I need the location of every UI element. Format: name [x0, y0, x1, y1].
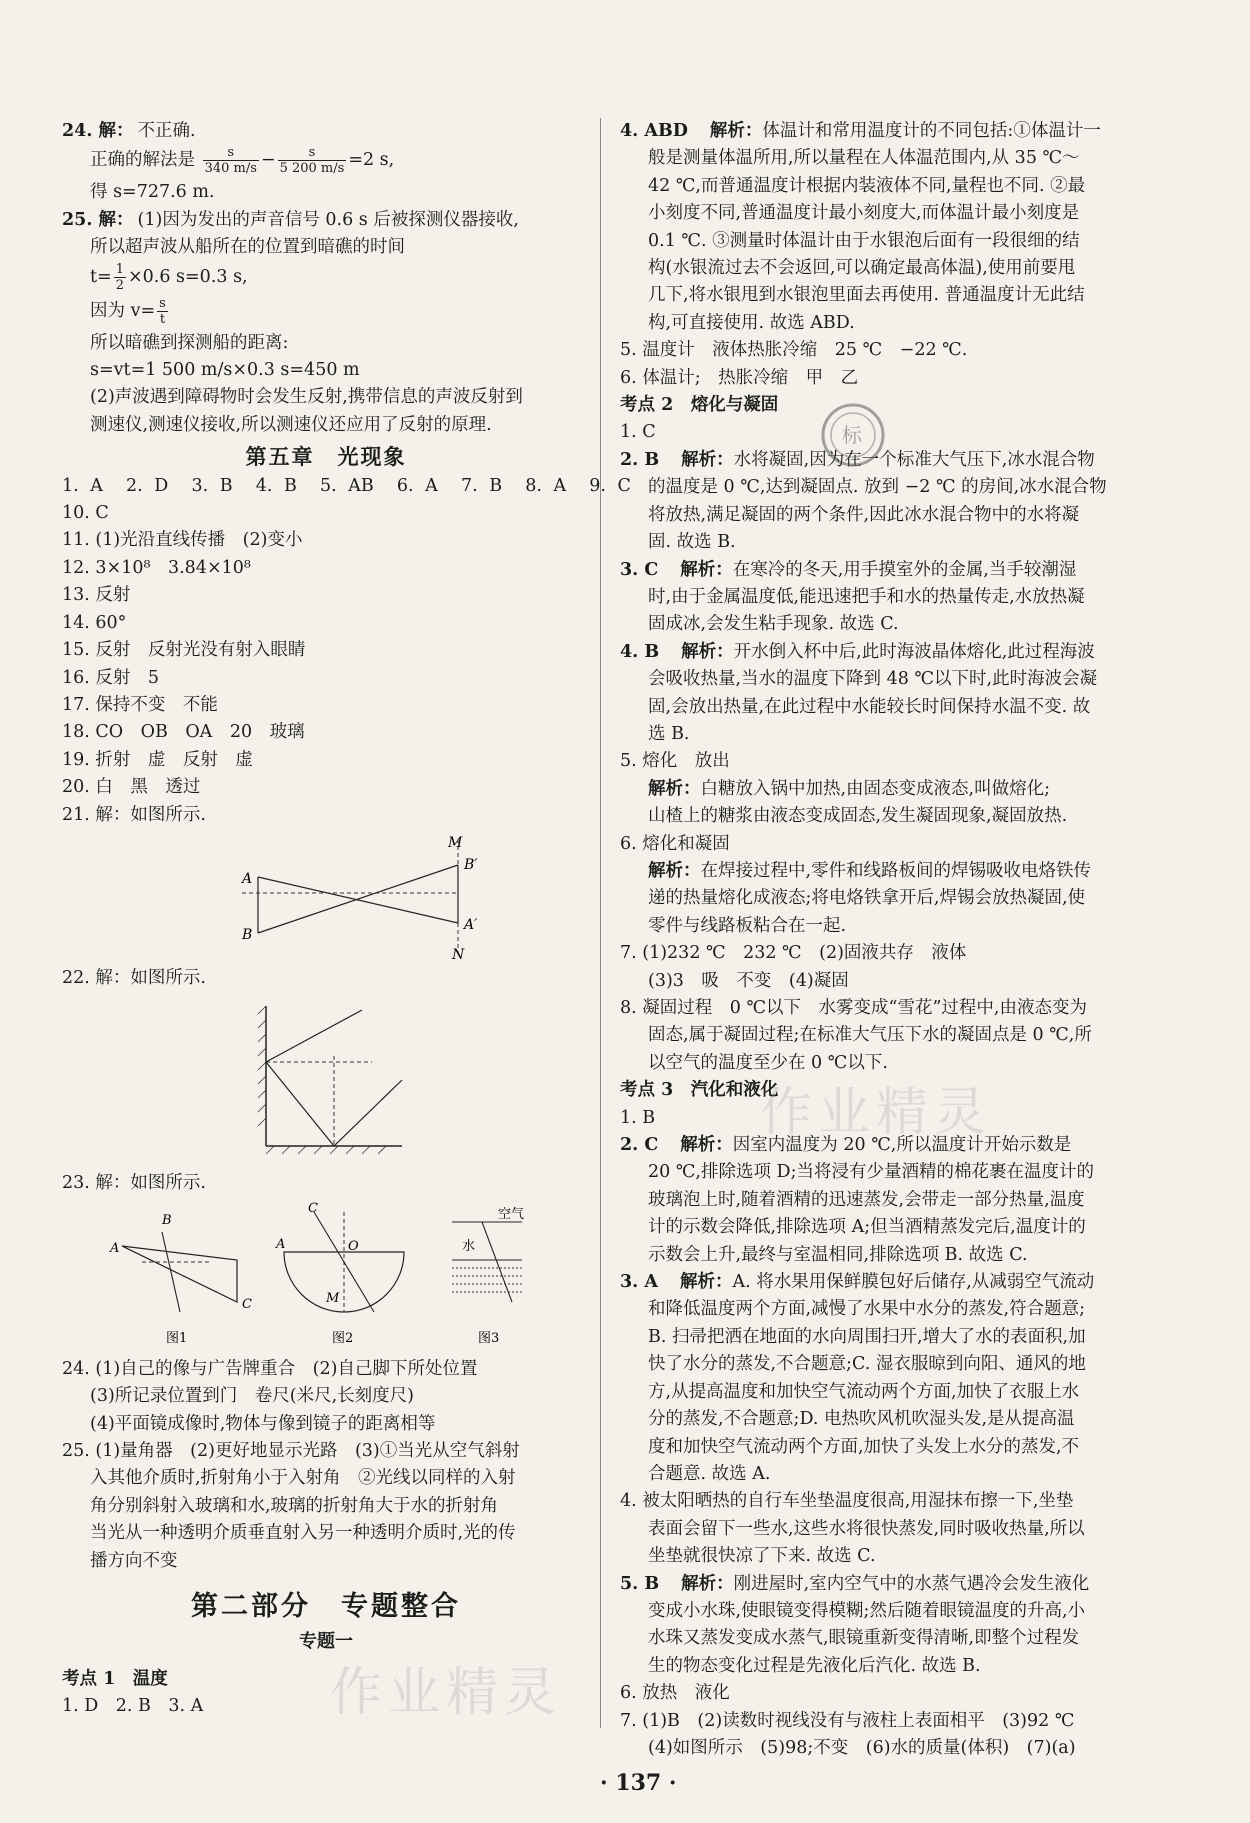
kp3-q3-line: 快了水分的蒸发,不合题意;C. 湿衣服晾到向阳、通风的地: [648, 1354, 1086, 1375]
q4-line: 42 ℃,而普通温度计根据内装液体不同,量程也不同. ②最: [648, 175, 1086, 196]
fraction: $\frac{s}{t}$: [159, 295, 166, 327]
kp3-q3-line: B. 扫帚把洒在地面的水向周围扫开,增大了水的表面积,加: [648, 1326, 1086, 1347]
kp2-q2-line: 的温度是 0 ℃,达到凝固点. 放到 −2 ℃ 的房间,冰水混合物: [648, 477, 1107, 498]
fraction: $\frac{s}{340 m/s}$: [204, 145, 257, 177]
right-column: [620, 118, 1192, 1762]
svg-text:标: 标: [842, 423, 862, 447]
kp2-q2-line: 固. 故选 B.: [648, 532, 736, 553]
q24b-line: (3)所记录位置到门 卷尺(米尺,长刻度尺): [90, 1386, 415, 1407]
kp3-q5-line: 变成小水珠,使眼镜变得模糊;然后随着眼镜温度的升高,小: [648, 1600, 1086, 1621]
answer-line: 12. 3×10⁸ 3.84×10⁸: [62, 557, 251, 578]
q25-line2: 所以超声波从船所在的位置到暗礁的时间: [90, 237, 405, 258]
kp2-q7-line: (3)3 吸 不变 (4)凝固: [648, 970, 849, 991]
kp2-q3: 3. C 解析：在寒冷的冬天,用手摸室外的金属,当手较潮湿: [620, 559, 1077, 580]
label-M: M: [326, 1290, 340, 1306]
kp3-q6: 6. 放热 液化: [620, 1683, 730, 1704]
q25b-line: 播方向不变: [90, 1550, 178, 1571]
kp2-q8-line: 以空气的温度至少在 0 ℃以下.: [648, 1052, 888, 1073]
label-N: N: [452, 946, 465, 961]
topic-title: 专题一: [299, 1631, 353, 1653]
fraction: $\frac{s}{5 200 m/s}$: [279, 145, 345, 177]
q24-line2: 正确的解法是 $\frac{s}{340 m/s}$ − $\frac{s}{5 200 m/s}$ =2 s,: [90, 145, 395, 177]
q4-line: 0.1 ℃. ③测量时体温计由于水银泡后面有一段很细的结: [648, 230, 1080, 251]
q25-line7: (2)声波遇到障碍物时会发生反射,携带信息的声波反射到: [90, 387, 523, 408]
q4-line1: 4. ABD 解析：体温计和常用温度计的不同包括:①体温计一: [620, 121, 1101, 141]
label-C: C: [308, 1201, 318, 1216]
kp3-q7-line: (4)如图所示 (5)98;不变 (6)水的质量(体积) (7)(a): [648, 1737, 1076, 1758]
answer-line: 20. 白 黑 透过: [62, 777, 201, 798]
kp2-q4-line: 选 B.: [648, 723, 690, 744]
answer-line: 13. 反射: [62, 585, 131, 606]
kp3-q3-line: 合题意. 故选 A.: [648, 1463, 771, 1484]
kp2-q2-line: 将放热,满足凝固的两个条件,因此冰水混合物中的水将凝: [648, 504, 1080, 525]
q25b-line: 当光从一种透明介质垂直射入另一种透明介质时,光的传: [90, 1523, 516, 1544]
kp3-q1: 1. B: [620, 1107, 656, 1128]
q25-line8: 测速仪,测速仪接收,所以测速仪还应用了反射的原理.: [90, 414, 492, 435]
kp3-q7: 7. (1)B (2)读数时视线没有与液柱上表面相平 (3)92 ℃: [620, 1710, 1075, 1731]
mirror-diagram-21: [62, 833, 582, 961]
kp2-heading: 考点 2 熔化与凝固: [620, 395, 779, 416]
q25-line3: t= $\frac{1}{2}$ ×0.6 s=0.3 s,: [90, 261, 248, 293]
kp2-q1: 1. C: [620, 422, 656, 443]
kp3-q5-line: 生的物态变化过程是先液化后汽化. 故选 B.: [648, 1655, 981, 1676]
q4-line: 般是测量体温所用,所以量程在人体温范围内,从 35 ℃～: [648, 148, 1080, 169]
watermark: 作业精灵: [330, 1663, 563, 1723]
kp2-q4: 4. B 解析：开水倒入杯中后,此时海波晶体熔化,此过程海波: [620, 641, 1095, 662]
answer-line: 17. 保持不变 不能: [62, 694, 218, 715]
refraction-diagrams-23: [62, 1202, 590, 1352]
q24-line1: 24. 解： 不正确.: [62, 121, 196, 141]
kp2-q6: 6. 熔化和凝固: [620, 833, 730, 854]
q24-line3: 得 s=727.6 m.: [90, 182, 215, 203]
kp2-q6-line: 递的热量熔化成液态;将电烙铁拿开后,焊锡会放热凝固,使: [648, 888, 1086, 909]
kp3-q5: 5. B 解析：刚进屋时,室内空气中的水蒸气遇冷会发生液化: [620, 1573, 1090, 1594]
q25b-line: 入其他介质时,折射角小于入射角 ②光线以同样的入射: [90, 1468, 516, 1489]
q25b-line: 角分别斜射入玻璃和水,玻璃的折射角大于水的折射角: [90, 1495, 499, 1516]
kp1-heading: 考点 1 温度: [62, 1668, 168, 1689]
kp3-q4: 4. 被太阳晒热的自行车坐垫温度很高,用湿抹布擦一下,坐垫: [620, 1491, 1074, 1512]
kp2-q8-line: 固态,属于凝固过程;在标准大气压下水的凝固点是 0 ℃,所: [648, 1025, 1092, 1046]
answer-line: 15. 反射 反射光没有射入眼睛: [62, 640, 306, 661]
label-B: B: [162, 1212, 172, 1228]
kp2-q6-line: 解析：在焊接过程中,零件和线路板间的焊锡吸收电烙铁传: [648, 860, 1092, 881]
label-M: M: [448, 834, 463, 851]
answer-line: 14. 60°: [62, 612, 127, 633]
answer-line: 19. 折射 虚 反射 虚: [62, 749, 253, 770]
q25b-line: 25. (1)量角器 (2)更好地显示光路 (3)①当光从空气斜射: [62, 1440, 520, 1461]
kp3-q3-line: 度和加快空气流动两个方面,加快了头发上水分的蒸发,不: [648, 1436, 1080, 1457]
kp2-q4-line: 会吸收热量,当水的温度下降到 48 ℃以下时,此时海波会凝: [648, 669, 1098, 690]
q4-line: 几下,将水银甩到水银泡里面去再使用. 普通温度计无此结: [648, 285, 1085, 306]
kp3-q5-line: 水珠又蒸发变成水蒸气,眼镜重新变得清晰,即整个过程发: [648, 1628, 1080, 1649]
kp2-q5-line: 山楂上的糖浆由液态变成固态,发生凝固现象,凝固放热.: [648, 806, 1068, 827]
q4-line: 小刻度不同,普通温度计最小刻度大,而体温计最小刻度是: [648, 203, 1080, 224]
answer-line: 10. C: [62, 503, 109, 524]
left-column: [62, 118, 631, 1721]
q25-line4: 因为 v= $\frac{s}{t}$: [90, 295, 166, 327]
mirror-diagram-22: [62, 996, 582, 1166]
kp2-q5: 5. 熔化 放出: [620, 751, 730, 772]
label-A: A: [276, 1236, 286, 1252]
q22-label: 22. 解：如图所示.: [62, 967, 206, 988]
q25-line5: 所以暗礁到探测船的距离:: [90, 332, 289, 353]
kp3-q4-line: 坐垫就很快凉了下来. 故选 C.: [648, 1546, 876, 1567]
q25-line1: 25. 解： (1)因为发出的声音信号 0.6 s 后被探测仪器接收,: [62, 209, 519, 230]
kp3-q2: 2. C 解析：因室内温度为 20 ℃,所以温度计开始示数是: [620, 1135, 1072, 1156]
kp2-q3-line: 时,由于金属温度低,能迅速把手和水的热量传走,水放热凝: [648, 586, 1085, 607]
caption-fig3: 图3: [478, 1330, 500, 1346]
label-O: O: [348, 1238, 359, 1254]
label-A: A: [110, 1240, 120, 1256]
caption-fig2: 图2: [332, 1330, 354, 1346]
answer-line: 11. (1)光沿直线传播 (2)变小: [62, 530, 303, 551]
kp3-q2-line: 玻璃泡上时,随着酒精的迅速蒸发,会带走一部分热量,温度: [648, 1189, 1085, 1210]
kp2-q3-line: 固成冰,会发生粘手现象. 故选 C.: [648, 614, 899, 635]
fraction: $\frac{1}{2}$: [115, 261, 124, 293]
watermark: 作业精灵: [760, 1083, 993, 1143]
kp2-q5-line: 解析：白糖放入锅中加热,由固态变成液态,叫做熔化;: [648, 778, 1051, 799]
q23-label: 23. 解：如图所示.: [62, 1173, 206, 1194]
kp3-q2-line: 计的示数会降低,排除选项 A;但当酒精蒸发完后,温度计的: [648, 1217, 1086, 1238]
part-title: 第二部分 专题整合: [191, 1591, 461, 1622]
label-water: 水: [462, 1238, 476, 1254]
answer-line: 16. 反射 5: [62, 667, 160, 688]
q24b-line: 24. (1)自己的像与广告牌重合 (2)自己脚下所处位置: [62, 1358, 478, 1379]
label-A: A: [242, 870, 253, 887]
label-B: B: [242, 926, 253, 943]
kp2-q2: 2. B 解析：水将凝固,因为在一个标准大气压下,冰水混合物: [620, 449, 1095, 470]
kp3-q3-line: 方,从提高温度和加快空气流动两个方面,加快了衣服上水: [648, 1381, 1080, 1402]
kp3-q2-line: 20 ℃,排除选项 D;当将浸有少量酒精的棉花裹在温度计的: [648, 1162, 1094, 1183]
q5-line: 5. 温度计 液体热胀冷缩 25 ℃ −22 ℃.: [620, 340, 968, 361]
label-air: 空气: [498, 1206, 525, 1222]
label-A-prime: A′: [464, 916, 478, 933]
mc-row: 1. A 2. D 3. B 4. B 5. AB 6. A 7. B 8. A 9. C: [62, 475, 631, 496]
kp2-q4-line: 固,会放出热量,在此过程中水能较长时间保持水温不变. 故: [648, 696, 1091, 717]
q21-label: 21. 解：如图所示.: [62, 804, 206, 825]
kp3-q3: 3. A 解析：A. 将水果用保鲜膜包好后储存,从减弱空气流动: [620, 1272, 1095, 1293]
kp3-q4-line: 表面会留下一些水,这些水将很快蒸发,同时吸收热量,所以: [648, 1518, 1085, 1539]
kp3-q3-line: 分的蒸发,不合题意;D. 电热吹风机吹湿头发,是从提高温: [648, 1409, 1075, 1430]
kp1-answers: 1. D 2. B 3. A: [62, 1696, 204, 1717]
kp3-heading: 考点 3 汽化和液化: [620, 1080, 779, 1101]
q6-line: 6. 体温计; 热胀冷缩 甲 乙: [620, 367, 859, 388]
kp2-q6-line: 零件与线路板粘合在一起.: [648, 915, 847, 936]
kp2-q7: 7. (1)232 ℃ 232 ℃ (2)固液共存 液体: [620, 943, 967, 964]
page-number: · 137 ·: [600, 1770, 677, 1796]
caption-fig1: 图1: [166, 1330, 188, 1346]
kp2-q8: 8. 凝固过程 0 ℃以下 水雾变成“雪花”过程中,由液态变为: [620, 998, 1087, 1018]
q4-line: 构,可直接使用. 故选 ABD.: [648, 312, 855, 333]
seal-stamp: [818, 400, 888, 470]
label-B-prime: B′: [464, 856, 478, 873]
chapter-title: 第五章 光现象: [245, 444, 407, 470]
kp3-q2-line: 示数会上升,最终与室温相同,排除选项 B. 故选 C.: [648, 1244, 1028, 1265]
column-divider: [600, 118, 601, 1728]
q4-line: 构(水银流过去不会返回,可以确定最高体温),使用前要甩: [648, 258, 1076, 279]
q24b-line: (4)平面镜成像时,物体与像到镜子的距离相等: [90, 1413, 436, 1434]
answer-line: 18. CO OB OA 20 玻璃: [62, 722, 305, 743]
kp3-q3-line: 和降低温度两个方面,减慢了水果中水分的蒸发,符合题意;: [648, 1299, 1086, 1320]
q25-line6: s=vt=1 500 m/s×0.3 s=450 m: [90, 360, 360, 381]
label-C: C: [242, 1296, 252, 1312]
